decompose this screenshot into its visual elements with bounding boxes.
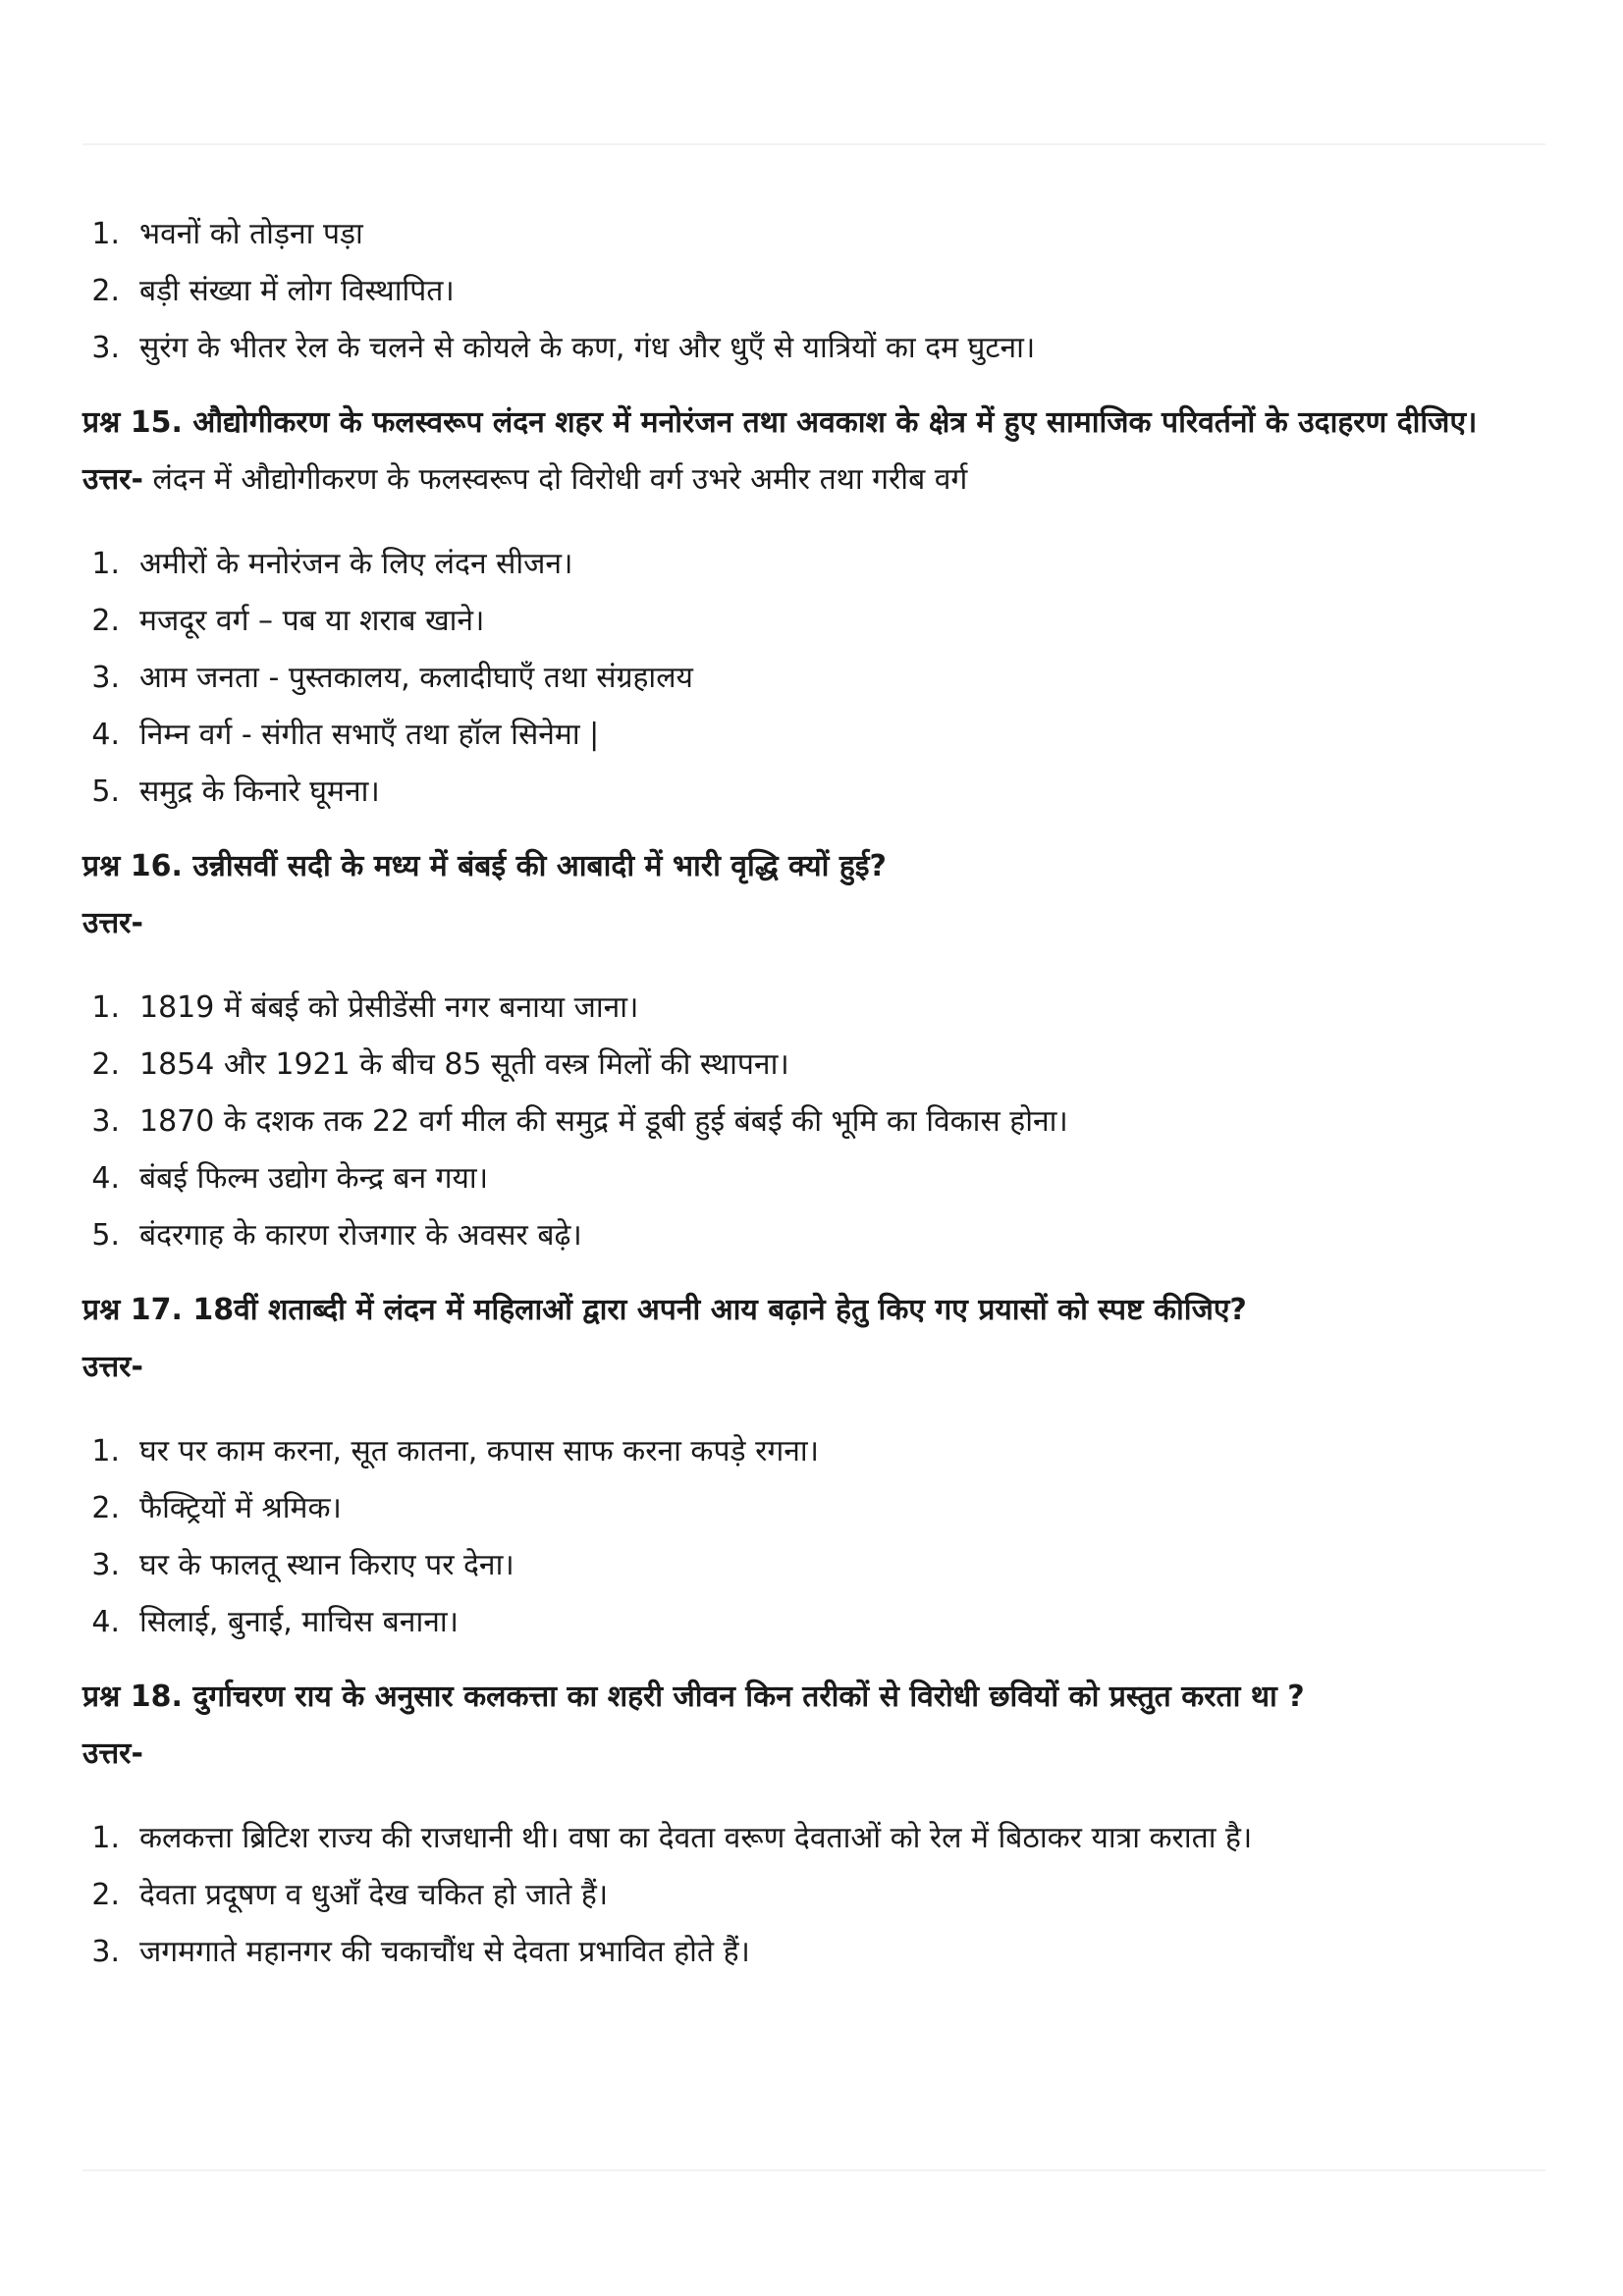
- list-item: 2. 1854 और 1921 के बीच 85 सूती वस्त्र मिलों की स्थापना।: [91, 1047, 789, 1082]
- intro-list: [82, 206, 1555, 377]
- list-item: 1. घर पर काम करना, सूत कातना, कपास साफ करना कपड़े रगना।: [91, 1434, 820, 1468]
- question-18: प्रश्न 18. दुर्गाचरण राय के अनुसार कलकत्ता का शहरी जीवन किन तरीकों से विरोधी छवियों को प्रस्तुत करता था ?: [82, 1680, 1305, 1714]
- list-item: 3. आम जनता - पुस्तकालय, कलादीघाएँ तथा संग्रहालय: [91, 661, 693, 695]
- question-15: प्रश्न 15. औद्योगीकरण के फलस्वरूप लंदन शहर में मनोरंजन तथा अवकाश के क्षेत्र में हुए सामाजिक परिवर्तनों के उदाहरण दीजिए।: [82, 405, 1478, 440]
- list-item: 3. घर के फालतू स्थान किराए पर देना।: [91, 1548, 514, 1582]
- answer-15: उत्तर- लंदन में औद्योगीकरण के फलस्वरूप दो विरोधी वर्ग उभरे अमीर तथा गरीब वर्ग: [82, 462, 968, 497]
- list-item: 2. फैक्ट्रियों में श्रमिक।: [91, 1491, 342, 1525]
- list-item: 5. बंदरगाह के कारण रोजगार के अवसर बढ़े।: [91, 1218, 582, 1253]
- answer-16-list: [82, 980, 1555, 1264]
- top-divider: [82, 143, 1545, 145]
- answer-17: उत्तर-: [82, 1350, 143, 1384]
- question-18-block: [82, 1669, 1555, 1981]
- answer-18: उत्तर-: [82, 1736, 143, 1771]
- list-item: 4. निम्न वर्ग - संगीत सभाएँ तथा हॉल सिनेमा |: [91, 718, 600, 752]
- bottom-divider: [82, 2169, 1545, 2171]
- list-item: 1. अमीरों के मनोरंजन के लिए लंदन सीजन।: [91, 547, 573, 581]
- answer-15-list: [82, 536, 1555, 821]
- list-item: 4. बंबई फिल्म उद्योग केन्द्र बन गया।: [91, 1161, 489, 1196]
- list-item: 1. कलकत्ता ब्रिटिश राज्य की राजधानी थी। वषा का देवता वरूण देवताओं को रेल में बिठाकर यात्रा कराता है।: [91, 1821, 1253, 1855]
- list-item: 1. भवनों को तोड़ना पड़ा: [91, 217, 363, 251]
- list-item: 2. बड़ी संख्या में लोग विस्थापित।: [91, 274, 455, 308]
- answer-18-list: [82, 1810, 1555, 1981]
- list-item: 2. मजदूर वर्ग – पब या शराब खाने।: [91, 604, 485, 638]
- question-16-block: [82, 838, 1555, 1264]
- list-item: 1. 1819 में बंबई को प्रेसीडेंसी नगर बनाया जाना।: [91, 990, 639, 1025]
- question-16: प्रश्न 16. उन्नीसवीं सदी के मध्य में बंबई की आबादी में भारी वृद्धि क्यों हुई?: [82, 849, 887, 883]
- list-item: 4. सिलाई, बुनाई, माचिस बनाना।: [91, 1605, 460, 1639]
- document-body: [82, 206, 1555, 1981]
- list-item: 3. जगमगाते महानगर की चकाचौंध से देवता प्रभावित होते हैं।: [91, 1935, 750, 1969]
- list-item: 3. 1870 के दशक तक 22 वर्ग मील की समुद्र में डूबी हुई बंबई की भूमि का विकास होना।: [91, 1104, 1068, 1139]
- answer-17-list: [82, 1423, 1555, 1651]
- list-item: 3. सुरंग के भीतर रेल के चलने से कोयले के कण, गंध और धुएँ से यात्रियों का दम घुटना।: [91, 331, 1036, 365]
- list-item: 5. समुद्र के किनारे घूमना।: [91, 774, 380, 809]
- question-17: प्रश्न 17. 18वीं शताब्दी में लंदन में महिलाओं द्वारा अपनी आय बढ़ाने हेतु किए गए प्रयासों को स्पष्ट कीजिए?: [82, 1293, 1247, 1327]
- answer-16: उत्तर-: [82, 906, 143, 940]
- list-item: 2. देवता प्रदूषण व धुआँ देख चकित हो जाते हैं।: [91, 1878, 609, 1912]
- question-17-block: [82, 1282, 1555, 1651]
- question-15-block: [82, 395, 1555, 821]
